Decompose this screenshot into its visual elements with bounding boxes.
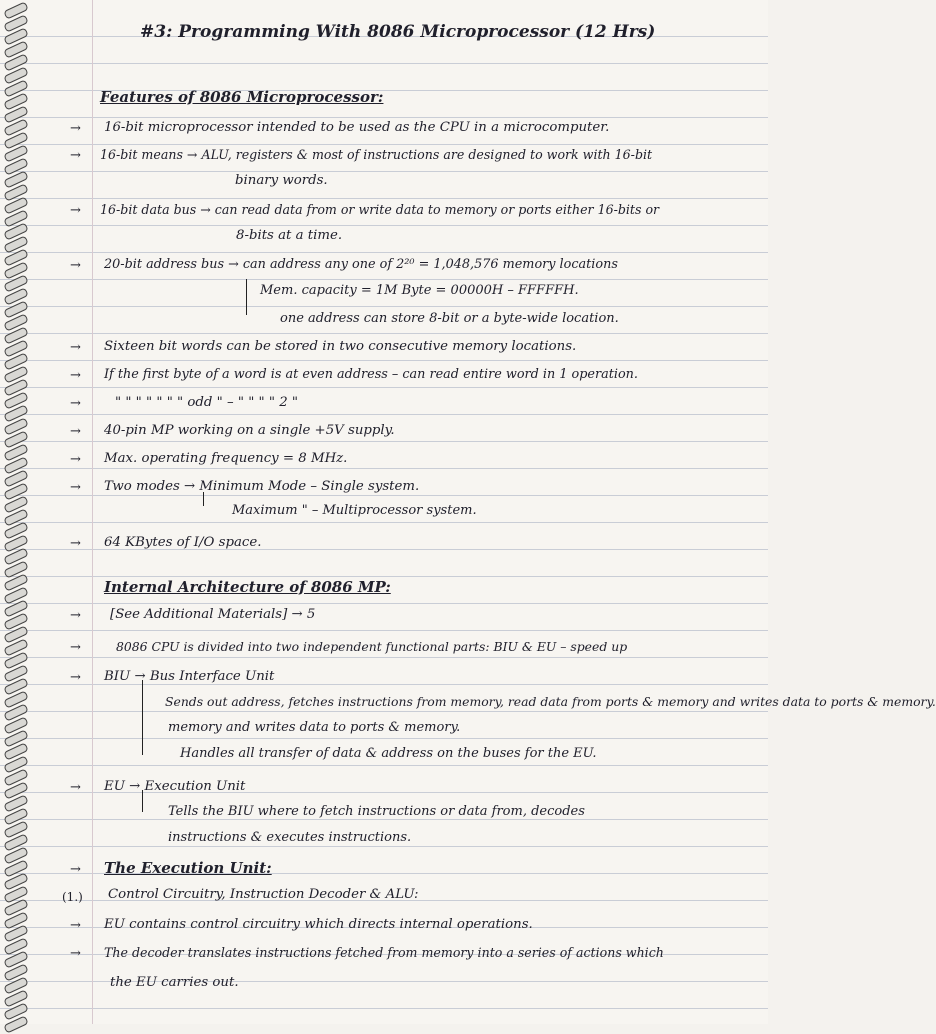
note-line: binary words. [235, 173, 328, 188]
note-line: 64 KBytes of I/O space. [104, 535, 262, 550]
note-line: instructions & executes instructions. [168, 830, 412, 845]
note-line: 8086 CPU is divided into two independent functional parts: BIU & EU – speed up [116, 639, 628, 654]
bullet-arrow: → [70, 340, 81, 355]
bullet-arrow: → [70, 203, 81, 218]
note-line: The decoder translates instructions fetched from memory into a series of actions which [104, 945, 664, 960]
bullet-arrow: → [70, 640, 81, 655]
numbered-label: (1.) [62, 890, 83, 904]
bullet-arrow: → [70, 536, 81, 551]
note-line: the EU carries out. [110, 975, 239, 990]
section-heading-features: Features of 8086 Microprocessor: [100, 88, 384, 106]
page-title: #3: Programming With 8086 Microprocessor (12 Hrs) [140, 22, 656, 42]
note-line: BIU → Bus Interface Unit [104, 669, 275, 684]
bullet-arrow: → [70, 368, 81, 383]
bullet-arrow: → [70, 608, 81, 623]
note-line: Control Circuitry, Instruction Decoder & ALU: [108, 887, 419, 902]
margin-line [92, 0, 93, 1024]
note-line: If the first byte of a word is at even address – can read entire word in 1 operation. [104, 367, 638, 382]
note-line: one address can store 8-bit or a byte-wide location. [280, 311, 619, 326]
bracket [246, 279, 247, 315]
bullet-arrow: → [70, 396, 81, 411]
bullet-arrow: → [70, 148, 81, 163]
bracket [142, 790, 143, 812]
bullet-arrow: → [70, 946, 81, 961]
bullet-arrow: → [70, 452, 81, 467]
note-line: Max. operating frequency = 8 MHz. [104, 451, 348, 466]
note-line: 16-bit data bus → can read data from or write data to memory or ports either 16-bits or [100, 202, 660, 217]
bullet-arrow: → [70, 670, 81, 685]
note-line: Two modes → Minimum Mode – Single system. [104, 479, 420, 494]
note-line: EU → Execution Unit [104, 779, 246, 794]
section-heading-architecture: Internal Architecture of 8086 MP: [104, 578, 391, 596]
note-line: " " " " " " " odd " – " " " " 2 " [115, 395, 299, 410]
bullet-arrow: → [70, 780, 81, 795]
bullet-arrow: → [70, 424, 81, 439]
note-line: 8-bits at a time. [236, 228, 343, 243]
bullet-arrow: → [70, 480, 81, 495]
note-line: 16-bit microprocessor intended to be used as the CPU in a microcomputer. [104, 120, 610, 135]
note-line: Handles all transfer of data & address on the buses for the EU. [180, 746, 597, 761]
bullet-arrow: → [70, 918, 81, 933]
bracket [203, 492, 204, 506]
note-line: memory and writes data to ports & memory. [168, 720, 461, 735]
bullet-arrow: → [70, 862, 81, 877]
bracket [142, 680, 143, 755]
spiral-binding [0, 0, 30, 1024]
note-line: Sixteen bit words can be stored in two consecutive memory locations. [104, 339, 577, 354]
note-line: 16-bit means → ALU, registers & most of instructions are designed to work with 16-bit [100, 147, 653, 162]
section-heading-execution-unit: The Execution Unit: [104, 859, 272, 877]
note-line: [See Additional Materials] → 5 [110, 607, 316, 622]
note-line: Maximum " – Multiprocessor system. [232, 503, 477, 518]
note-line: Sends out address, fetches instructions from memory, read data from ports & memory and writes data to ports & memory. [165, 694, 936, 709]
note-line: 40-pin MP working on a single +5V supply. [104, 423, 395, 438]
note-line: Tells the BIU where to fetch instructions or data from, decodes [168, 804, 585, 819]
bullet-arrow: → [70, 258, 81, 273]
note-line: 20-bit address bus → can address any one of 2²⁰ = 1,048,576 memory locations [104, 257, 618, 272]
note-line: EU contains control circuitry which directs internal operations. [104, 917, 533, 932]
bullet-arrow: → [70, 121, 81, 136]
note-line: Mem. capacity = 1M Byte = 00000H – FFFFFH. [260, 283, 579, 298]
